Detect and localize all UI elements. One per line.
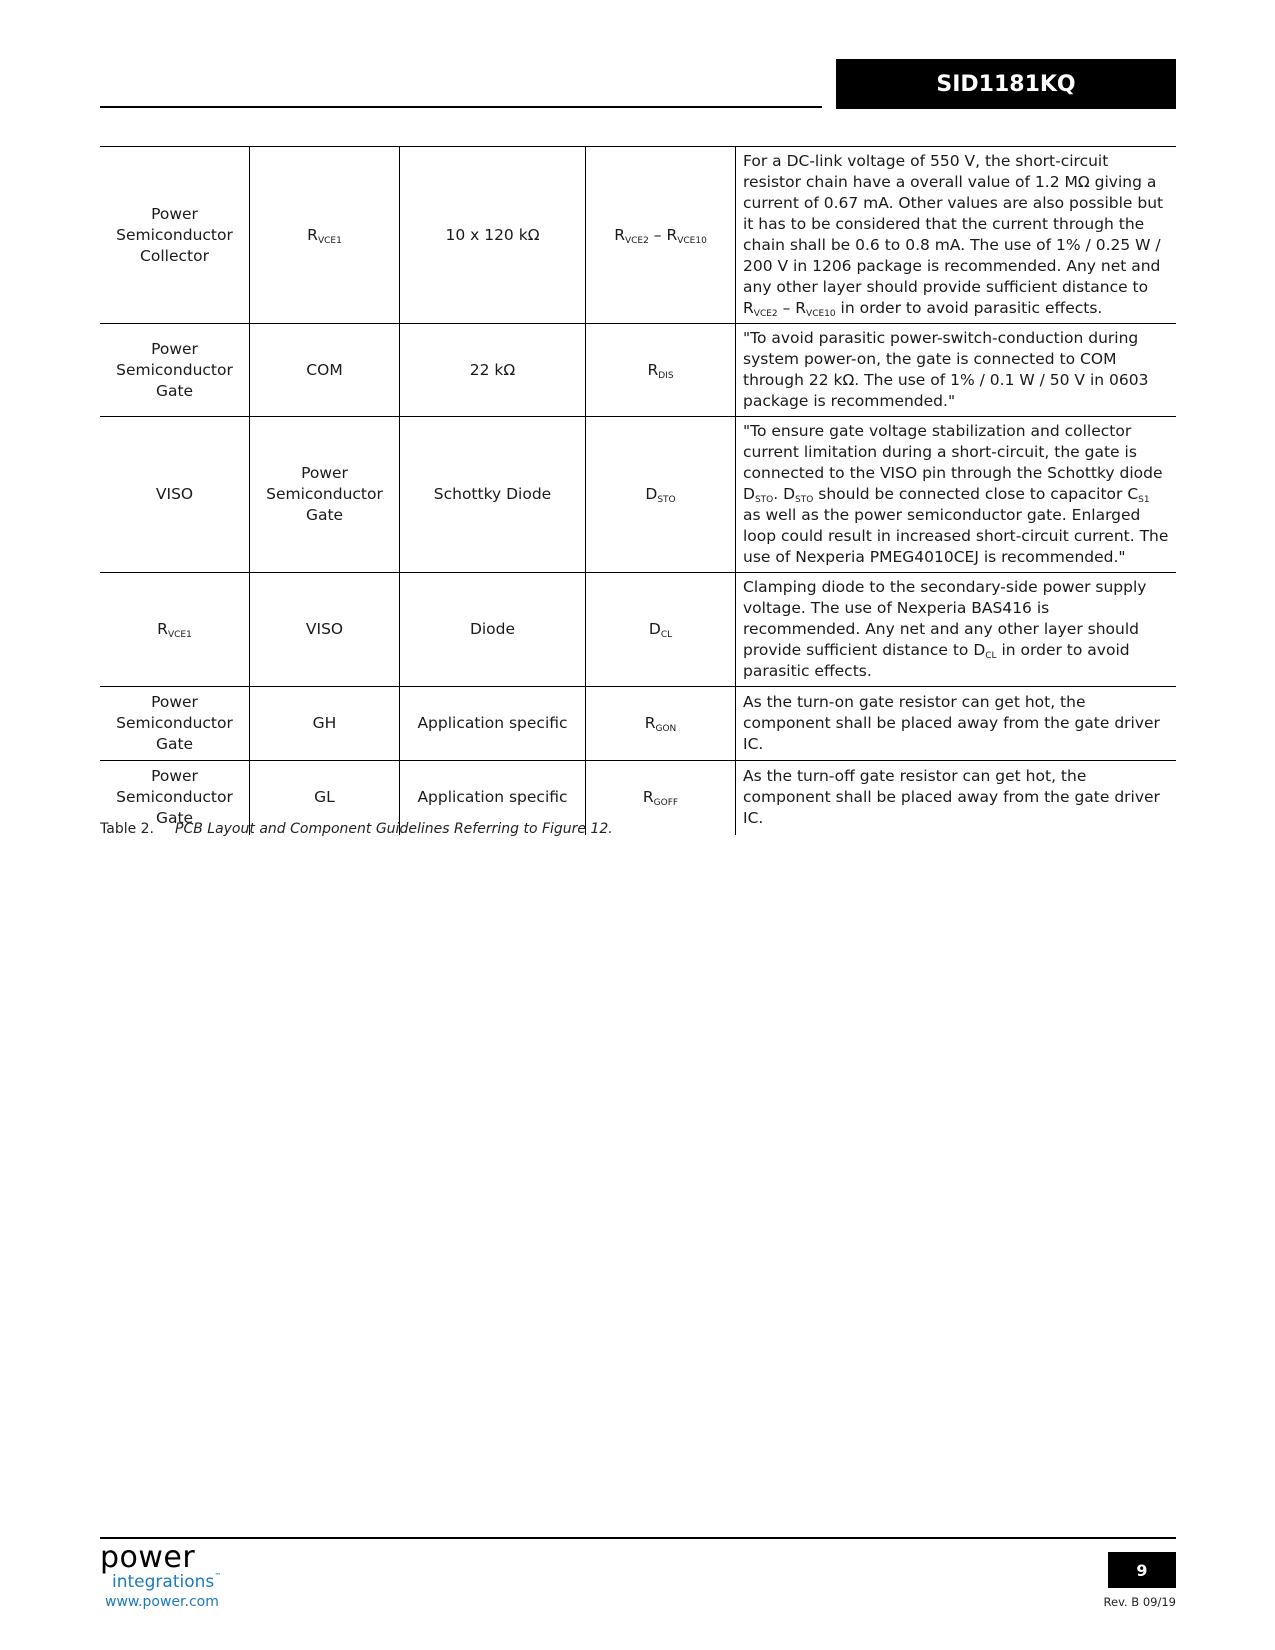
cell-description: Clamping diode to the secondary-side power supply voltage. The use of Nexperia BAS416 is recommended. Any net and any other layer should provide sufficient distance to $D_{CL}$ in order to avoid parasitic effects.	[736, 573, 1177, 687]
logo-word-integrations: integrations™	[112, 1572, 222, 1592]
page-number: 9	[1136, 1560, 1148, 1580]
cell-to: COM	[250, 324, 400, 417]
page-number-box	[1108, 1552, 1176, 1588]
table-caption	[100, 821, 613, 837]
cell-to: GL	[250, 761, 400, 835]
cell-to: Power Semiconductor Gate	[250, 417, 400, 573]
revision-label: Rev. B 09/19	[1103, 1595, 1176, 1609]
cell-value: Schottky Diode	[400, 417, 586, 573]
cell-from: $R_{VCE1}$	[100, 573, 250, 687]
cell-to: GH	[250, 687, 400, 761]
caption-number: Table 2.	[100, 821, 155, 837]
part-number: SID1181KQ	[936, 71, 1076, 97]
cell-value: 22 kΩ	[400, 324, 586, 417]
website-link[interactable]: www.power.com	[105, 1594, 219, 1610]
cell-to: $R_{VCE1}$	[250, 147, 400, 324]
cell-to: VISO	[250, 573, 400, 687]
table-row	[100, 147, 1176, 324]
cell-description: "To avoid parasitic power-switch-conduction during system power-on, the gate is connected to COM through 22 kΩ. The use of 1% / 0.1 W / 50 V in 0603 package is recommended."	[736, 324, 1177, 417]
cell-description: For a DC-link voltage of 550 V, the short-circuit resistor chain have a overall value of 1.2 MΩ giving a current of 0.67 mA. Other values are also possible but it has to be considered that the current through the chain shall be 0.6 to 0.8 mA. The use of 1% / 0.25 W / 200 V in 1206 package is recommended. Any net and any other layer should provide sufficient distance to $R_{VCE2} - R_{VCE10}$ in order to avoid parasitic effects.	[736, 147, 1177, 324]
table-row	[100, 324, 1176, 417]
power-integrations-logo	[100, 1540, 240, 1596]
cell-from: Power Semiconductor Gate	[100, 324, 250, 417]
cell-designator: $R_{VCE2} - R_{VCE10}$	[586, 147, 736, 324]
logo-word-power: power	[100, 1540, 196, 1575]
cell-from: Power Semiconductor Collector	[100, 147, 250, 324]
cell-description: "To ensure gate voltage stabilization and collector current limitation during a short-circuit, the gate is connected to the VISO pin through the Schottky diode $D_{STO}$. $D_{STO}$ should be connected close to capacitor $C_{S1}$ as well as the power semiconductor gate. Enlarged loop could result in increased short-circuit current. The use of Nexperia PMEG4010CEJ is recommended."	[736, 417, 1177, 573]
cell-from: VISO	[100, 417, 250, 573]
cell-from: Power Semiconductor Gate	[100, 761, 250, 835]
cell-from: Power Semiconductor Gate	[100, 687, 250, 761]
cell-designator: $R_{GON}$	[586, 687, 736, 761]
cell-designator: $D_{CL}$	[586, 573, 736, 687]
cell-value: Diode	[400, 573, 586, 687]
table-row	[100, 687, 1176, 761]
footer-rule	[100, 1537, 1176, 1539]
cell-value: 10 x 120 kΩ	[400, 147, 586, 324]
table-row	[100, 417, 1176, 573]
table-row	[100, 573, 1176, 687]
cell-description: As the turn-on gate resistor can get hot, the component shall be placed away from the gate driver IC.	[736, 687, 1177, 761]
cell-description: As the turn-off gate resistor can get hot, the component shall be placed away from the gate driver IC.	[736, 761, 1177, 835]
cell-value: Application specific	[400, 687, 586, 761]
cell-designator: $D_{STO}$	[586, 417, 736, 573]
cell-designator: $R_{GOFF}$	[586, 761, 736, 835]
cell-designator: $R_{DIS}$	[586, 324, 736, 417]
part-number-banner	[836, 59, 1176, 109]
cell-value: Application specific	[400, 761, 586, 835]
header-rule	[100, 106, 822, 108]
caption-text: PCB Layout and Component Guidelines Referring to Figure 12.	[175, 821, 613, 837]
pcb-guidelines-table	[100, 146, 1176, 835]
